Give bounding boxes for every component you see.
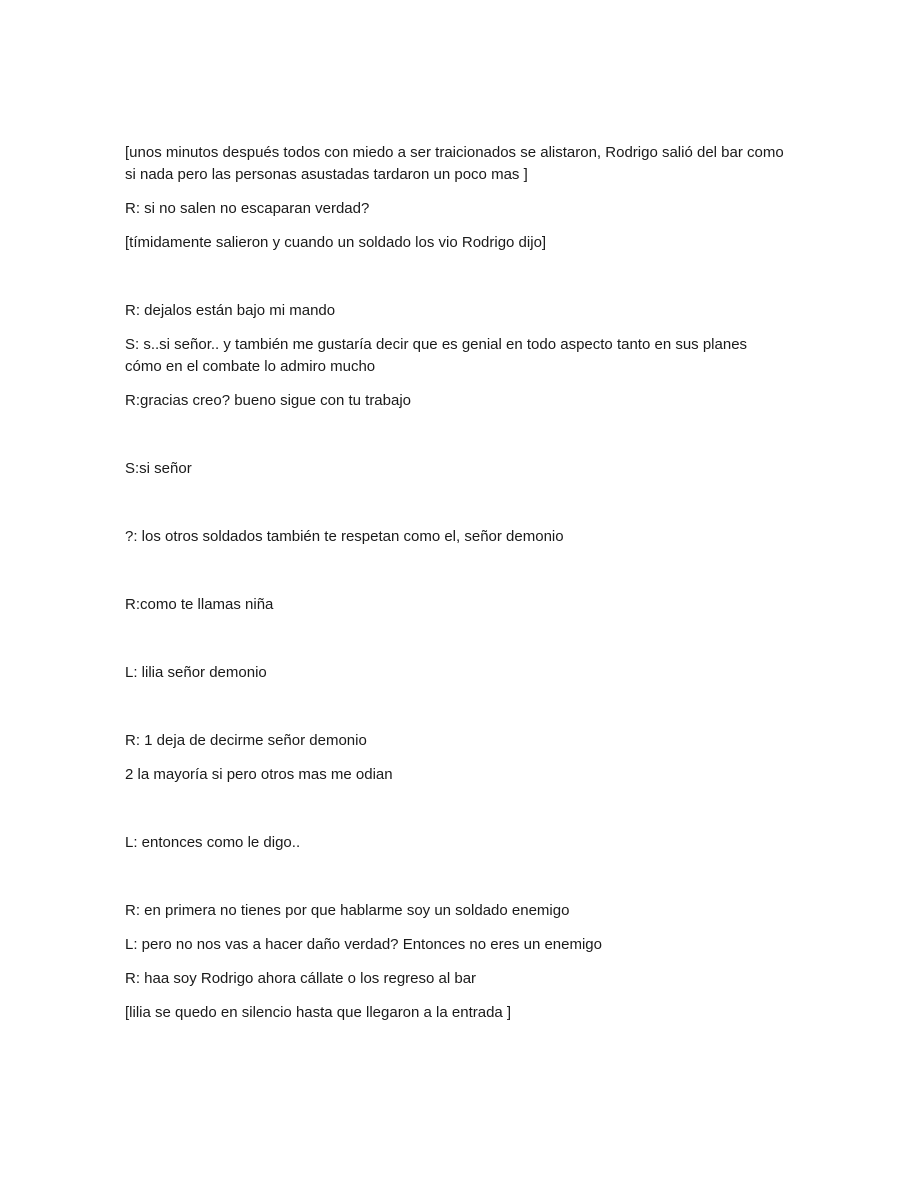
paragraph-dialogue-7: R:como te llamas niña [125,596,274,613]
paragraph-dialogue-9: R: 1 deja de decirme señor demonio [125,732,367,749]
paragraph-dialogue-4: R:gracias creo? bueno sigue con tu trabajo [125,392,412,409]
paragraph-dialogue-12: R: en primera no tienes por que hablarme soy un soldado enemigo [125,902,570,919]
paragraph-dialogue-8: L: lilia señor demonio [125,664,267,681]
document-body [125,142,785,1024]
paragraph-narration-1: [unos minutos después todos con miedo a ser traicionados se alistaron, Rodrigo salió del bar como si nada pero las personas asustadas tardaron un poco mas ] [125,144,784,183]
paragraph-dialogue-14: R: haa soy Rodrigo ahora cállate o los regreso al bar [125,970,477,987]
paragraph-dialogue-3: S: s..si señor.. y también me gustaría decir que es genial en todo aspecto tanto en sus planes cómo en el combate lo admiro mucho [125,336,748,375]
paragraph-narration-3: [lilia se quedo en silencio hasta que llegaron a la entrada ] [125,1004,512,1021]
paragraph-dialogue-13: L: pero no nos vas a hacer daño verdad? Entonces no eres un enemigo [125,936,602,953]
paragraph-dialogue-1: R: si no salen no escaparan verdad? [125,200,370,217]
paragraph-dialogue-6: ?: los otros soldados también te respetan como el, señor demonio [125,528,564,545]
paragraph-dialogue-11: L: entonces como le digo.. [125,834,301,851]
paragraph-narration-2: [tímidamente salieron y cuando un soldado los vio Rodrigo dijo] [125,234,547,251]
paragraph-dialogue-10: 2 la mayoría si pero otros mas me odian [125,766,393,783]
paragraph-dialogue-2: R: dejalos están bajo mi mando [125,302,336,319]
paragraph-dialogue-5: S:si señor [125,460,192,477]
